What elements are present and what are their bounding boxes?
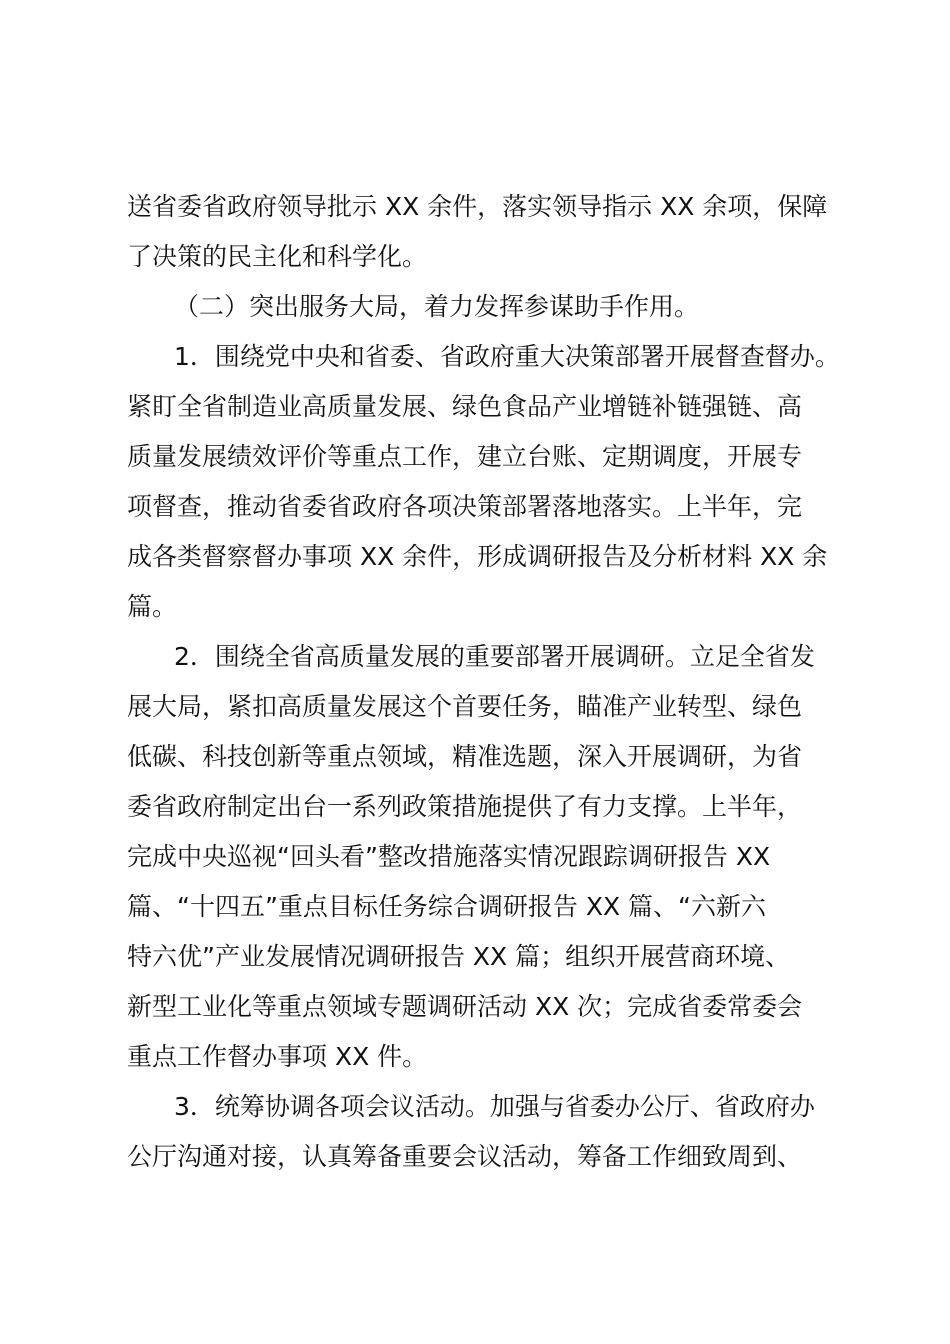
text-line: 了决策的民主化和科学化。	[127, 242, 428, 271]
paragraph-heading: 3．统筹协调各项会议活动。加强与省委办公厅、省政府办	[174, 1092, 815, 1121]
text-line: 展大局，紧扣高质量发展这个首要任务，瞄准产业转型、绿色	[127, 692, 803, 721]
text-line: 成各类督察督办事项 XX 余件，形成调研报告及分析材料 XX 余	[127, 542, 828, 571]
text-line: 重点工作督办事项 XX 件。	[127, 1042, 428, 1071]
text-line: 项督查，推动省委省政府各项决策部署落地落实。上半年，完	[127, 492, 803, 521]
text-line: 公厅沟通对接，认真筹备重要会议活动，筹备工作细致周到、	[127, 1142, 803, 1171]
text-line: 低碳、科技创新等重点领域，精准选题，深入开展调研，为省	[127, 742, 803, 771]
paragraph-heading: 1．围绕党中央和省委、省政府重大决策部署开展督查督办。	[174, 342, 840, 371]
text-line: 紧盯全省制造业高质量发展、绿色食品产业增链补链强链、高	[127, 392, 803, 421]
paragraph-heading: 2．围绕全省高质量发展的重要部署开展调研。立足全省发	[174, 642, 815, 671]
text-line: 新型工业化等重点领域专题调研活动 XX 次；完成省委常委会	[127, 992, 803, 1021]
text-line: 特六优”产业发展情况调研报告 XX 篇；组织开展营商环境、	[127, 942, 791, 971]
section-heading: （二）突出服务大局，着力发挥参谋助手作用。	[174, 292, 700, 321]
text-line: 送省委省政府领导批示 XX 余件，落实领导指示 XX 余项，保障	[127, 192, 828, 221]
text-line: 篇、“十四五”重点目标任务综合调研报告 XX 篇、“六新六	[127, 892, 767, 921]
text-line: 完成中央巡视“回头看”整改措施落实情况跟踪调研报告 XX	[127, 842, 771, 871]
text-line: 委省政府制定出台一系列政策措施提供了有力支撑。上半年，	[127, 792, 803, 821]
text-line: 篇。	[127, 592, 178, 621]
text-line: 质量发展绩效评价等重点工作，建立台账、定期调度，开展专	[127, 442, 803, 471]
